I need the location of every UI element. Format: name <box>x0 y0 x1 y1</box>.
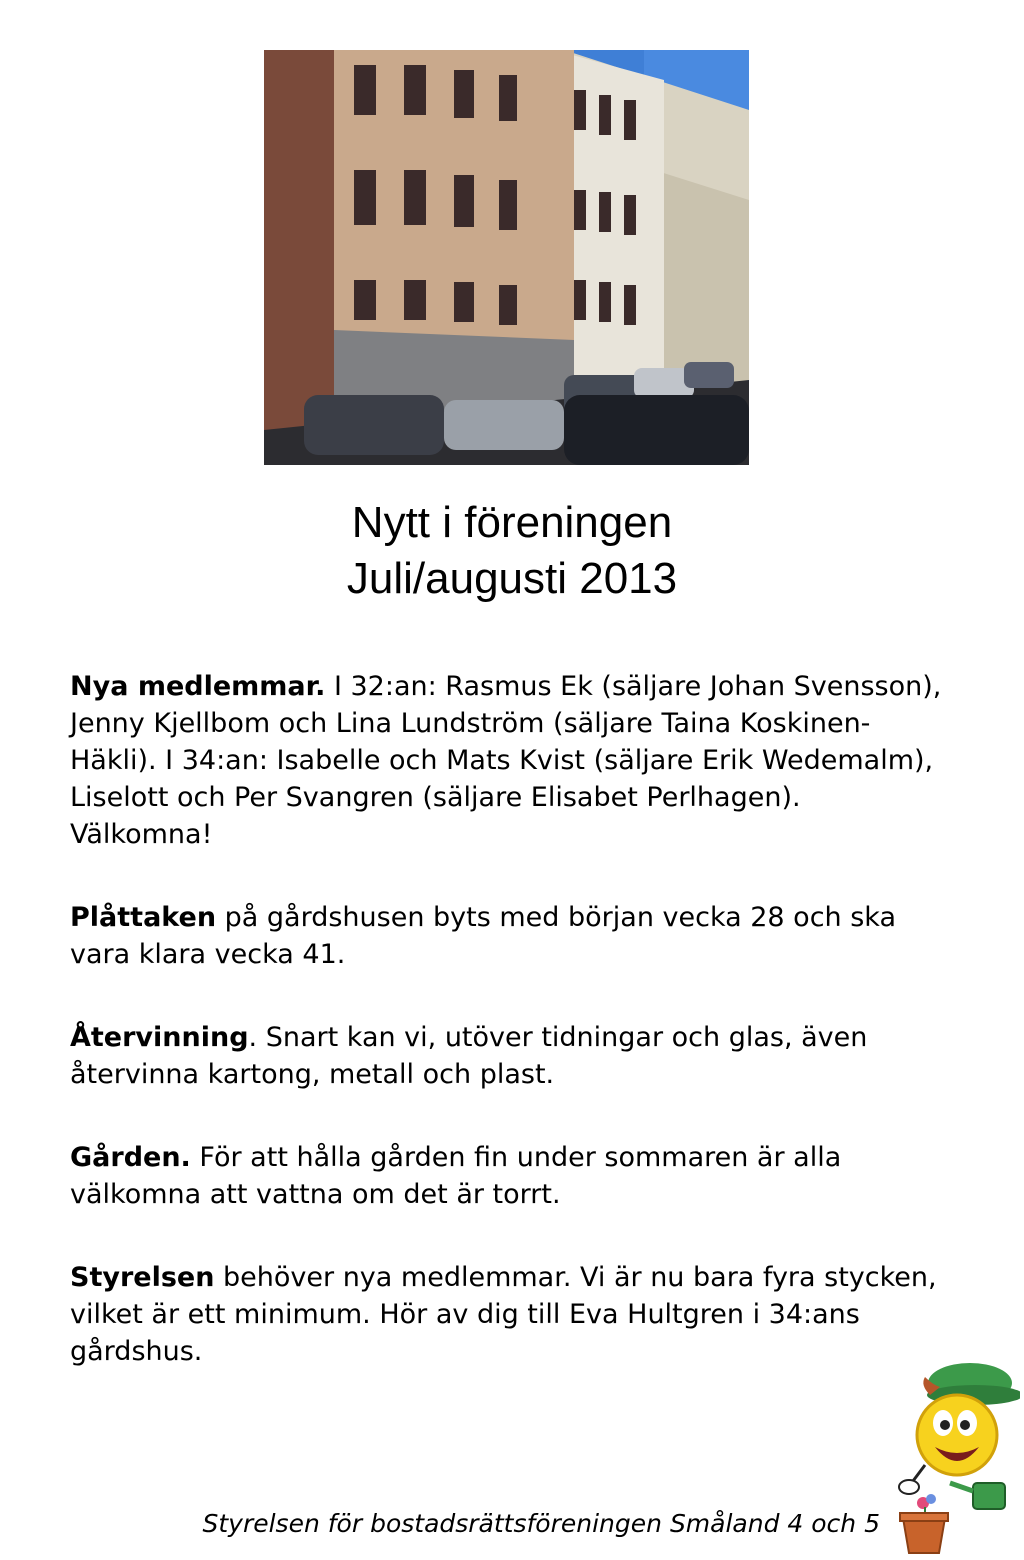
title-line-1: Nytt i föreningen <box>351 498 673 547</box>
news-item-text: behöver nya medlemmar. Vi är nu bara fyra stycken, vilket är ett minimum. Hör av dig till Eva Hultgren i 34:ans gårdshus. <box>70 1262 937 1367</box>
news-item-text: . Snart kan vi, utöver tidningar och glas, även återvinna kartong, metall och plast. <box>70 1022 868 1090</box>
news-item-new-members <box>70 668 950 853</box>
footer-signature: Styrelsen för bostadsrättsföreningen Småland 4 och 5 <box>202 1509 880 1538</box>
news-item-heading: Plåttaken <box>70 902 217 933</box>
news-item-roofs <box>70 899 950 973</box>
street-photo <box>264 50 749 465</box>
news-item-board <box>70 1259 950 1370</box>
news-body <box>70 668 950 1416</box>
gardener-smiley-icon <box>895 1355 1020 1555</box>
news-item-text: på gårdshusen byts med början vecka 28 och ska vara klara vecka 41. <box>70 902 897 970</box>
title-line-2: Juli/augusti 2013 <box>346 554 678 603</box>
news-item-heading: Gården. <box>70 1142 191 1173</box>
news-item-text: För att hålla gården fin under sommaren är alla välkomna att vattna om det är torrt. <box>70 1142 842 1210</box>
street-photo-illustration <box>264 50 749 465</box>
news-item-text: I 32:an: Rasmus Ek (säljare Johan Svensson), Jenny Kjellbom och Lina Lundström (säljare Taina Koskinen-Häkli). I 34:an: Isabelle och Mats Kvist (säljare Erik Wedemalm), Liselott och Per Svangren (säljare Elisabet Perlhagen). Välkomna! <box>70 671 942 850</box>
news-item-heading: Styrelsen <box>70 1262 215 1293</box>
news-item-courtyard <box>70 1139 950 1213</box>
news-item-recycling <box>70 1019 950 1093</box>
news-item-heading: Återvinning <box>70 1022 249 1053</box>
news-item-heading: Nya medlemmar. <box>70 671 326 702</box>
page-title <box>0 495 1024 607</box>
